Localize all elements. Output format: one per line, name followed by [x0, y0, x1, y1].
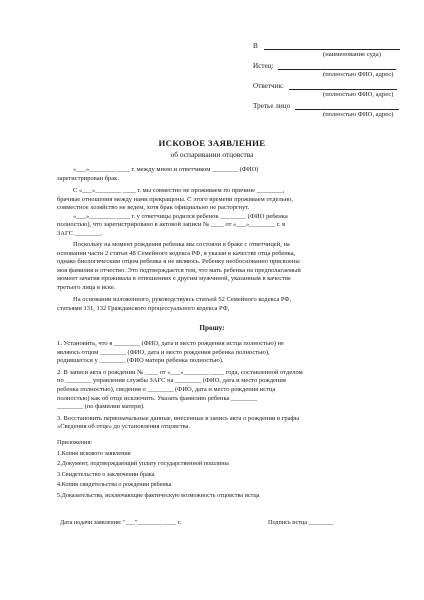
document-title: ИСКОВОЕ ЗАЯВЛЕНИЕ [158, 138, 266, 148]
defendant-row [253, 82, 403, 90]
request-line: ребенка полностью), сведения о ________ (ФИО, дата и место рождения истца [57, 385, 276, 393]
paragraph-line: момент зачатия проживала в отношениях с другим мужчиной, указанным в качестве [57, 275, 291, 283]
paragraph-line: третьего лица в иске. [57, 283, 116, 291]
paragraph-line: зарегистрирован брак. [57, 174, 119, 182]
paragraph-line: ЗАГС ________. [57, 229, 103, 237]
attachment-item: 4.Копия свидетельства о рождении ребенка [57, 481, 172, 489]
paragraph-legal-basis [57, 296, 403, 313]
plaintiff-line [278, 62, 396, 70]
defendant-label: Ответчик: [253, 82, 284, 90]
attachment-item: 1.Копия искового заявления [57, 449, 131, 457]
defendant-line [289, 82, 397, 90]
court-line [264, 42, 400, 50]
court-row [253, 42, 403, 50]
request-line: 3. Восстановить первоначальные данные, внесенные в запись акта о рождении в графы [57, 414, 300, 422]
request-line: ________ (по фамилии матери). [57, 403, 145, 411]
plaintiff-label: Истец: [253, 62, 274, 70]
request-line: «Сведения об отце» до установления отцовства. [57, 423, 191, 431]
plaintiff-row [253, 62, 403, 70]
document-subtitle: об оспаривании отцовства [170, 150, 254, 159]
attachment-item: 5.Доказательства, исключающие фактическую возможность отцовства истца [57, 491, 260, 499]
paragraph-line: брачные отношения между нами прекращены. С этого времени проживаем отдельно, [57, 195, 294, 203]
paragraph-line: статьями 131, 132 Гражданского процессуального кодекса РФ, [57, 304, 230, 312]
paragraph-line: На основании изложенного, руководствуясь статьей 52 Семейного кодекса РФ, [73, 296, 292, 303]
request-line: по ________ управления службы ЗАГС на ________ (ФИО, дата и место рождения [57, 377, 286, 385]
court-hint: (наименование суда) [323, 51, 381, 58]
third-party-label: Третье лицо [253, 102, 291, 110]
paragraph-line: «___»________ ____ г. между мною и ответчиком ________ (ФИО) [73, 166, 259, 173]
attachments-list [57, 438, 259, 502]
paragraph-line: Поскольку на момент рождения ребенка мы состояли в браке с ответчицей, на [73, 241, 290, 248]
defendant-hint: (полностью ФИО, адрес) [323, 91, 394, 98]
attachments-title: Приложения: [57, 439, 93, 446]
signature-line: Подпись истца ________ [268, 519, 334, 526]
paragraph-marriage [57, 166, 403, 183]
paragraph-line: полностью), что зарегистрировано в актовой записи № ____ от «___»________ г. в [57, 221, 286, 229]
third-party-hint: (полностью ФИО, адрес) [323, 111, 394, 118]
paragraph-line: совместное хозяйство не ведем, хотя брак официально не расторгнут. [57, 204, 250, 212]
footer [60, 519, 334, 526]
request-line: являюсь отцом ________ (ФИО, дата и место рождения ребенка полностью), [57, 348, 270, 356]
request-line: полностью) как об отце исключить. Указать фамилию ребенка ________ [57, 394, 258, 402]
filing-date: Дата подачи заявления: "___"________ ____ г. [60, 519, 182, 526]
attachment-item: 2.Документ, подтверждающий уплату государственной пошлины [57, 460, 229, 468]
paragraph-line: основании части 2 статьи 48 Семейного кодекса РФ, я указан в качестве отца ребенка, [57, 249, 296, 257]
request-list [57, 340, 403, 432]
court-prefix: В [253, 42, 258, 50]
paragraph-line: однако биологическим отцом ребенка я не являюсь. Ребенку необоснованно присвоены [57, 258, 300, 266]
paragraph-line: «___»________ ____ г. у ответчицы родился ребенок ________ (ФИО ребенка [73, 212, 288, 220]
paragraph-line: С «___»________ ____ г. мы совместно не проживаем по причине ________, [73, 187, 285, 194]
attachment-item: 3.Свидетельство о заключении брака [57, 470, 155, 478]
paragraph-line: моя фамилия и отчество. Это подтверждается тем, что мать ребенка на предполагаемый [57, 266, 301, 274]
third-party-row [253, 102, 403, 110]
request-heading: Прошу: [199, 324, 225, 332]
third-party-line [295, 102, 399, 110]
paragraph-separation [57, 187, 403, 239]
request-line: 2. В записи акта о рождении № ____ от «___»________ ____ года, составленной отделом [57, 368, 303, 376]
request-line: родившегося у ________ (ФИО матери ребенка полностью). [57, 357, 224, 365]
request-line: 1. Установить, что я ________ (ФИО, дата и место рождения истца полностью) не [57, 340, 284, 347]
plaintiff-hint: (полностью ФИО, адрес) [323, 71, 394, 78]
paragraph-grounds [57, 241, 403, 293]
